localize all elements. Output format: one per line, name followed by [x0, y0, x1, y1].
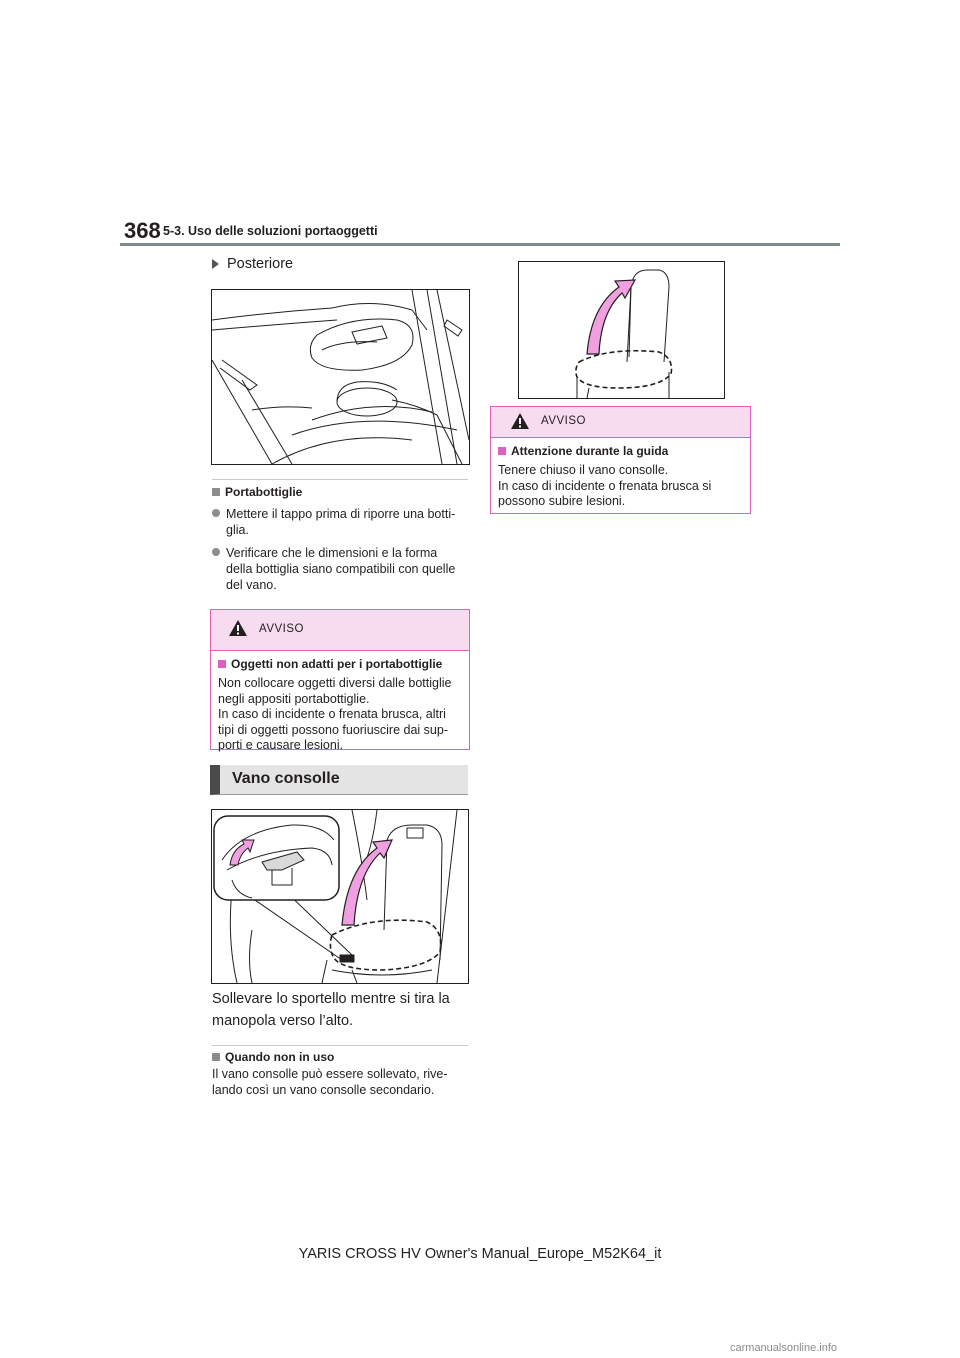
warning-subtitle: Attenzione durante la guida	[511, 444, 669, 458]
armrest-illustration	[518, 261, 725, 399]
section-heading-band	[210, 765, 468, 795]
not-in-use-text: Il vano consolle può essere sollevato, rive- lando così un vano consolle secondario.	[212, 1067, 448, 1097]
square-bullet-icon	[218, 660, 226, 668]
square-bullet-icon	[498, 447, 506, 455]
divider	[212, 479, 468, 480]
watermark: carmanualsonline.info	[730, 1342, 838, 1354]
round-bullet-icon	[212, 548, 220, 556]
console-caption: Sollevare lo sportello mentre si tira la manopola verso l’alto.	[212, 991, 450, 1029]
divider	[212, 1045, 468, 1046]
list-item-text: Verificare che le dimensioni e la forma della bottiglia siano compatibili con quelle del vano.	[226, 546, 456, 592]
warning-header	[491, 407, 750, 438]
warning-subtitle: Oggetti non adatti per i portabottiglie	[231, 657, 443, 671]
header-rule	[120, 243, 840, 246]
rear-door-illustration	[211, 289, 470, 465]
list-item	[212, 545, 472, 593]
portabottiglie-heading	[212, 485, 302, 499]
rear-door-drawing	[212, 290, 469, 464]
rear-label: Posteriore	[227, 256, 294, 272]
console-drawing	[212, 810, 468, 983]
armrest-drawing	[519, 262, 724, 398]
warning-box	[210, 609, 470, 750]
list-item	[212, 506, 472, 538]
warning-text: Non collocare oggetti diversi dalle bottiglie negli appositi portabottiglie. In caso di incidente o frenata brusca, altri tipi di oggetti possono fuoriuscire dai sup- porti e causare lesioni.	[218, 676, 452, 752]
section-heading: Vano consolle	[232, 770, 340, 787]
warning-text: Tenere chiuso il vano consolle. In caso di incidente o frenata brusca si possono subire lesioni.	[498, 463, 712, 508]
triangle-right-icon	[212, 259, 219, 269]
warning-box	[490, 406, 751, 514]
warning-header	[211, 610, 469, 651]
page-number: 368	[124, 218, 161, 243]
page-footer: YARIS CROSS HV Owner's Manual_Europe_M52K64_it	[298, 1246, 662, 1262]
warning-subtitle-row	[218, 657, 462, 671]
warning-triangle-icon	[228, 619, 248, 637]
console-illustration	[211, 809, 469, 984]
warning-subtitle-row	[498, 444, 743, 458]
round-bullet-icon	[212, 509, 220, 517]
square-bullet-icon	[212, 488, 220, 496]
rear-label-row	[212, 256, 293, 272]
not-in-use-title: Quando non in uso	[225, 1050, 335, 1064]
square-bullet-icon	[212, 1053, 220, 1061]
warning-label: AVVISO	[541, 415, 586, 427]
warning-label: AVVISO	[259, 623, 304, 635]
not-in-use-heading	[212, 1050, 334, 1064]
section-title: 5-3. Uso delle soluzioni portaoggetti	[163, 224, 378, 238]
list-item-text: Mettere il tappo prima di riporre una botti- glia.	[226, 507, 456, 537]
warning-triangle-icon	[510, 412, 530, 430]
portabottiglie-title: Portabottiglie	[225, 485, 303, 499]
